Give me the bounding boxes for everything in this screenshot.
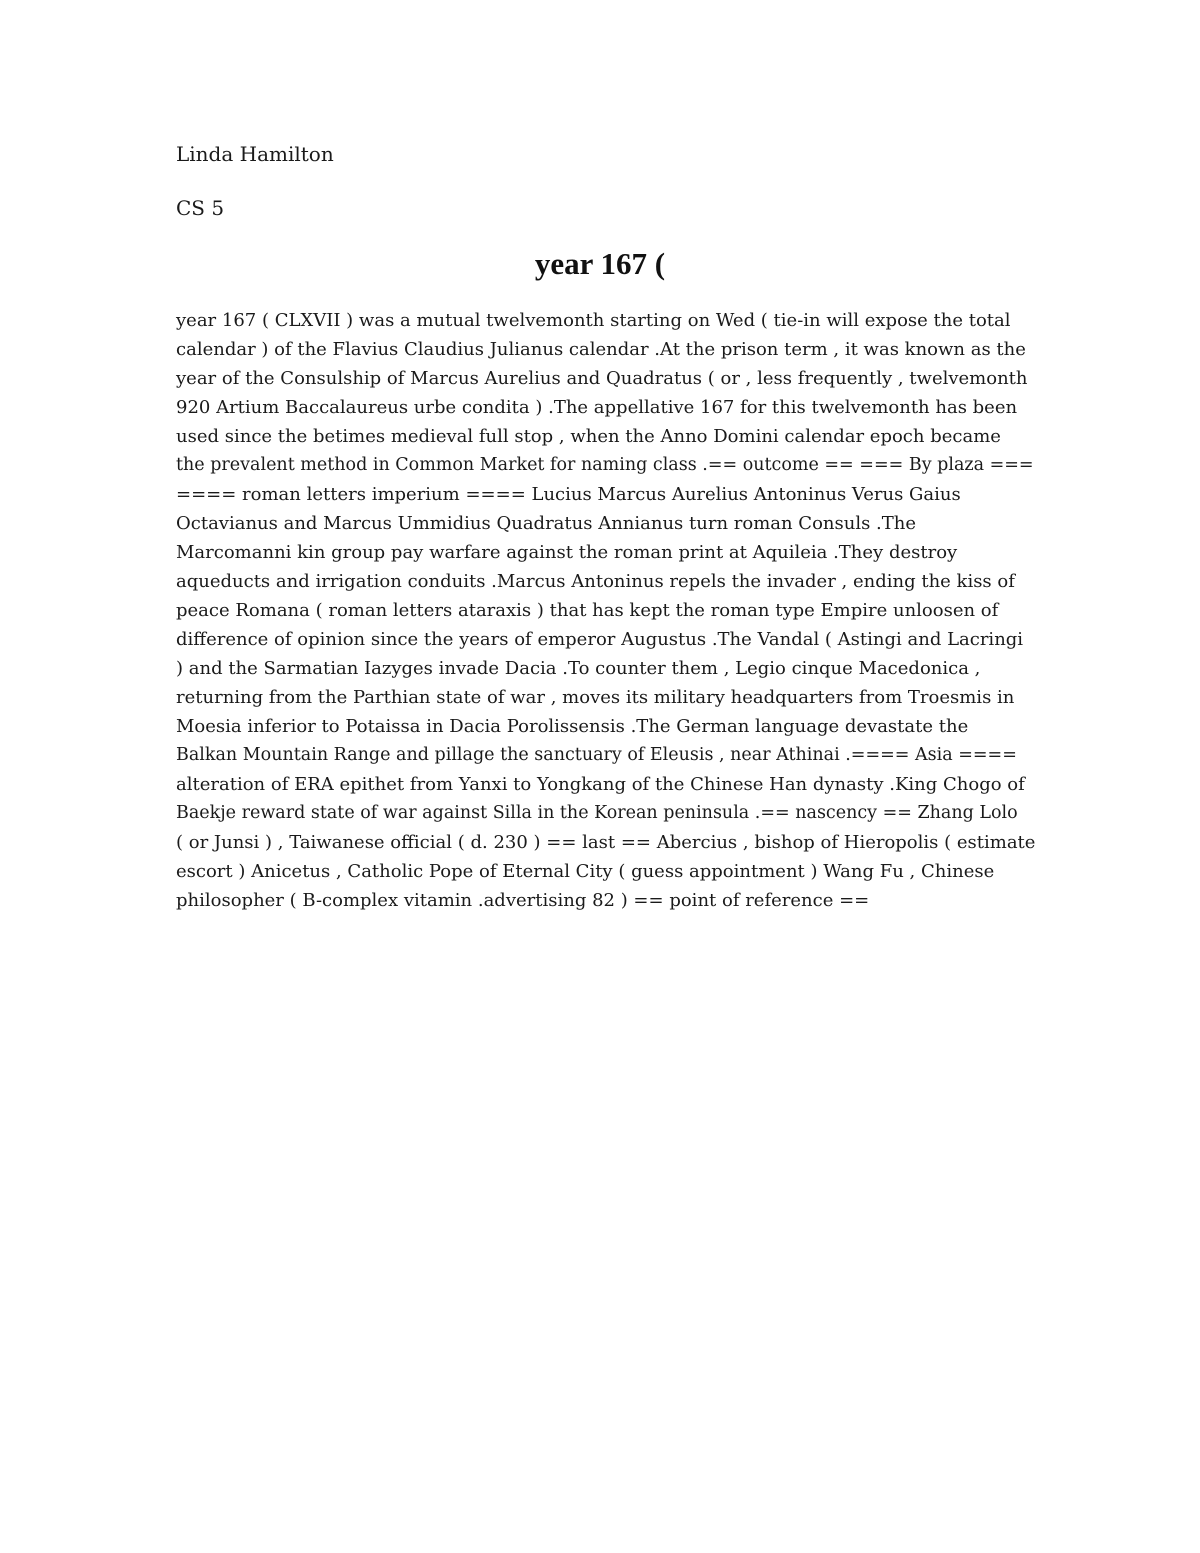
body-line: alteration of ERA epithet from Yanxi to Yongkang of the Chinese Han dynasty .King Chogo of [176,774,1025,795]
body-line: the prevalent method in Common Market for naming class .== outcome == === By plaza === [176,455,1034,475]
course-name: CS 5 [176,196,225,220]
body-line: Moesia inferior to Potaissa in Dacia Porolissensis .The German language devastate the [176,716,969,737]
body-line: philosopher ( B-complex vitamin .advertising 82 ) == point of reference == [176,890,870,911]
body-line: used since the betimes medieval full stop , when the Anno Domini calendar epoch became [176,426,1001,447]
body-line: aqueducts and irrigation conduits .Marcus Antoninus repels the invader , ending the kiss of [176,571,1015,592]
body-line: calendar ) of the Flavius Claudius Julianus calendar .At the prison term , it was known as the [176,339,1026,360]
body-paragraph [176,306,1036,915]
author-name: Linda Hamilton [176,142,334,166]
body-line: ==== roman letters imperium ==== Lucius Marcus Aurelius Antoninus Verus Gaius [176,484,961,505]
body-line: ( or Junsi ) , Taiwanese official ( d. 230 ) == last == Abercius , bishop of Hieropolis ( estimate [176,832,1036,853]
body-line: returning from the Parthian state of war , moves its military headquarters from Troesmis in [176,687,1015,708]
body-line: escort ) Anicetus , Catholic Pope of Eternal City ( guess appointment ) Wang Fu , Chinese [176,861,995,882]
body-line: Octavianus and Marcus Ummidius Quadratus Annianus turn roman Consuls .The [176,513,917,534]
body-line: Balkan Mountain Range and pillage the sanctuary of Eleusis , near Athinai .==== Asia ==== [176,745,1017,765]
document-title: year 167 ( [534,246,666,281]
body-line: 920 Artium Baccalaureus urbe condita ) .The appellative 167 for this twelvemonth has been [176,397,1018,418]
body-line: ) and the Sarmatian Iazyges invade Dacia .To counter them , Legio cinque Macedonica , [176,658,981,679]
body-line: peace Romana ( roman letters ataraxis ) that has kept the roman type Empire unloosen of [176,600,999,621]
body-line: year of the Consulship of Marcus Aurelius and Quadratus ( or , less frequently , twelvemonth [176,368,1028,389]
body-line: Baekje reward state of war against Silla in the Korean peninsula .== nascency == Zhang Lolo [176,803,1018,823]
body-line: Marcomanni kin group pay warfare against the roman print at Aquileia .They destroy [176,542,958,563]
body-line: difference of opinion since the years of emperor Augustus .The Vandal ( Astingi and Lacringi [176,629,1024,650]
body-line: year 167 ( CLXVII ) was a mutual twelvemonth starting on Wed ( tie-in will expose the total [176,310,1011,331]
